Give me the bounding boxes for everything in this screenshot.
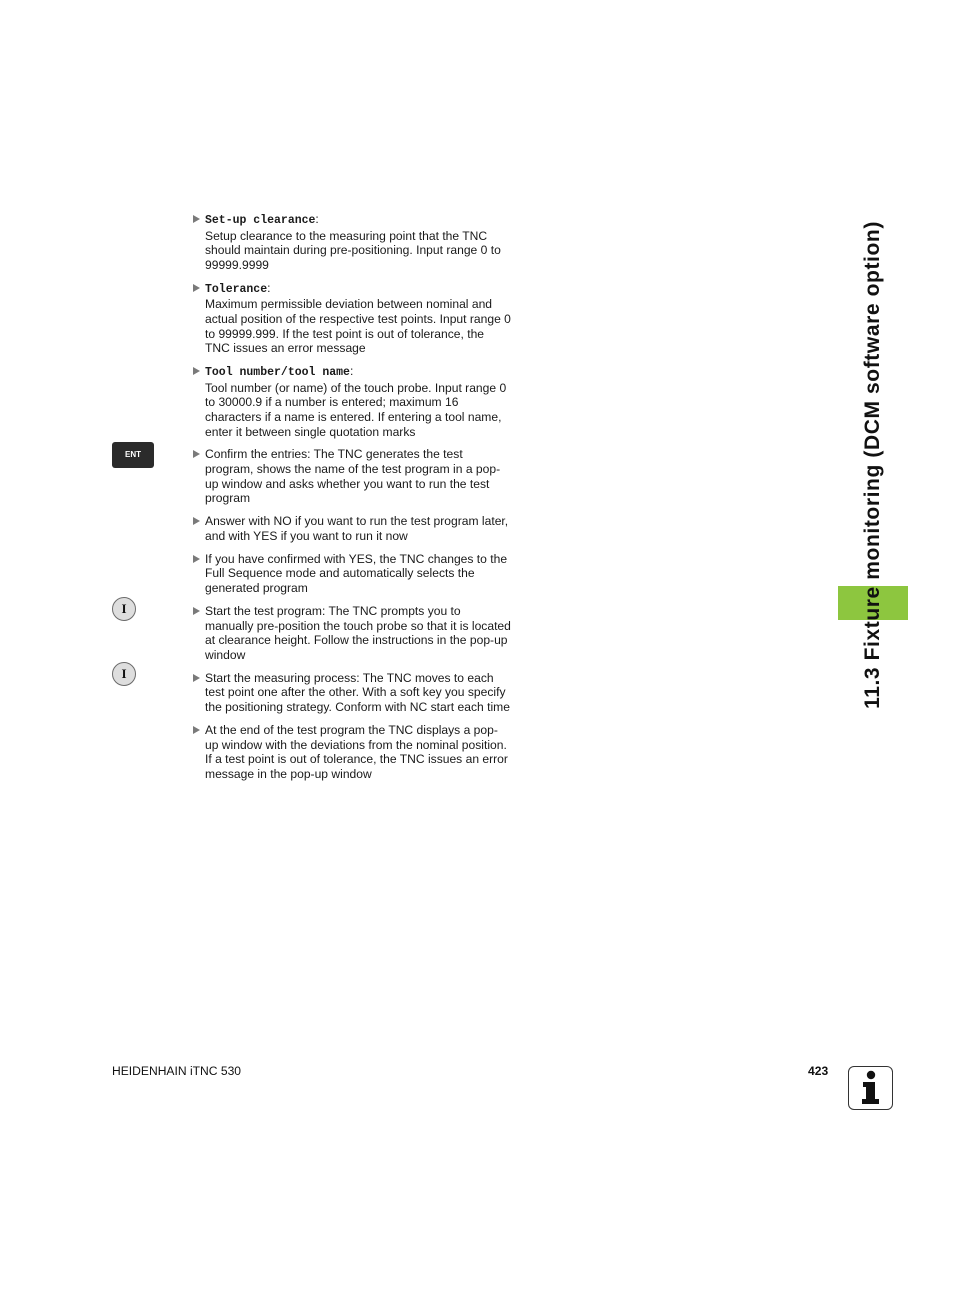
arrow-bullet-icon [193, 607, 200, 615]
parameter-description: Maximum permissible deviation between nominal and actual position of the respective test points. Input range 0 to 99999.999. If the test point is out of tolerance, the TNC issues an error message [205, 297, 511, 356]
arrow-bullet-icon [193, 517, 200, 525]
list-item-setup-clearance: Set-up clearance: Setup clearance to the measuring point that the TNC should maintain during pre-positioning. Input range 0 to 99999.9999 [193, 212, 511, 272]
arrow-bullet-icon [193, 450, 200, 458]
info-glyph-icon [849, 1067, 891, 1108]
step-text: Start the test program: The TNC prompts you to manually pre-position the touch probe so that it is located at clearance height. Follow the instructions in the pop-up window [205, 604, 511, 662]
list-item-tool-number: Tool number/tool name: Tool number (or name) of the touch probe. Input range 0 to 30000.9 if a number is entered; maximum 16 characters if a name is entered. If entering a tool name, enter it between single quotation marks [193, 364, 511, 439]
parameter-name: Set-up clearance [205, 214, 316, 227]
list-item-full-sequence [193, 552, 511, 596]
step-text: If you have confirmed with YES, the TNC changes to the Full Sequence mode and automatically selects the generated program [205, 551, 508, 596]
ent-key-icon: ENT [112, 442, 154, 468]
step-text: Confirm the entries: The TNC generates the test program, shows the name of the test program in a pop-up window and asks whether you want to run the test program [205, 447, 501, 506]
page-number: 423 [808, 1064, 829, 1078]
chapter-title-text: 11.3 Fixture monitoring (DCM software option) [861, 221, 884, 709]
footer-product-name: HEIDENHAIN iTNC 530 [112, 1064, 242, 1078]
list-item-tolerance: Tolerance: Maximum permissible deviation between nominal and actual position of the respective test points. Input range 0 to 99999.999. If the test point is out of tolerance, the TNC issues an error message [193, 281, 511, 356]
arrow-bullet-icon [193, 367, 200, 375]
step-text: At the end of the test program the TNC displays a pop-up window with the deviations from the nominal position. If a test point is out of tolerance, the TNC issues an error message in the pop-up window [205, 722, 508, 781]
parameter-description: Setup clearance to the measuring point that the TNC should maintain during pre-positioning. Input range 0 to 99999.9999 [205, 228, 501, 272]
step-text: Answer with NO if you want to run the test program later, and with YES if you want to run it now [205, 514, 509, 543]
nc-start-key-icon: I [112, 597, 136, 621]
info-icon [848, 1066, 893, 1110]
list-item-start-measuring [193, 671, 511, 715]
list-item-confirm-entries [193, 447, 511, 505]
nc-start-key-icon: I [112, 662, 136, 686]
step-text: Start the measuring process: The TNC moves to each test point one after the other. With a soft key you specify the positioning strategy. Conform with NC start each time [205, 670, 510, 714]
list-item-start-test-program [193, 604, 511, 662]
arrow-bullet-icon [193, 215, 200, 223]
arrow-bullet-icon [193, 555, 200, 563]
parameter-description: Tool number (or name) of the touch probe. Input range 0 to 30000.9 if a number is entered; maximum 16 characters if a name is entered. If entering a tool name, enter it between single quotation marks [205, 380, 507, 439]
arrow-bullet-icon [193, 726, 200, 734]
arrow-bullet-icon [193, 284, 200, 292]
list-item-answer-no-yes [193, 514, 511, 543]
parameter-name: Tool number/tool name [205, 366, 350, 380]
instruction-list [193, 212, 511, 790]
parameter-name: Tolerance [205, 282, 268, 296]
arrow-bullet-icon [193, 674, 200, 682]
list-item-end-of-program [193, 723, 511, 781]
